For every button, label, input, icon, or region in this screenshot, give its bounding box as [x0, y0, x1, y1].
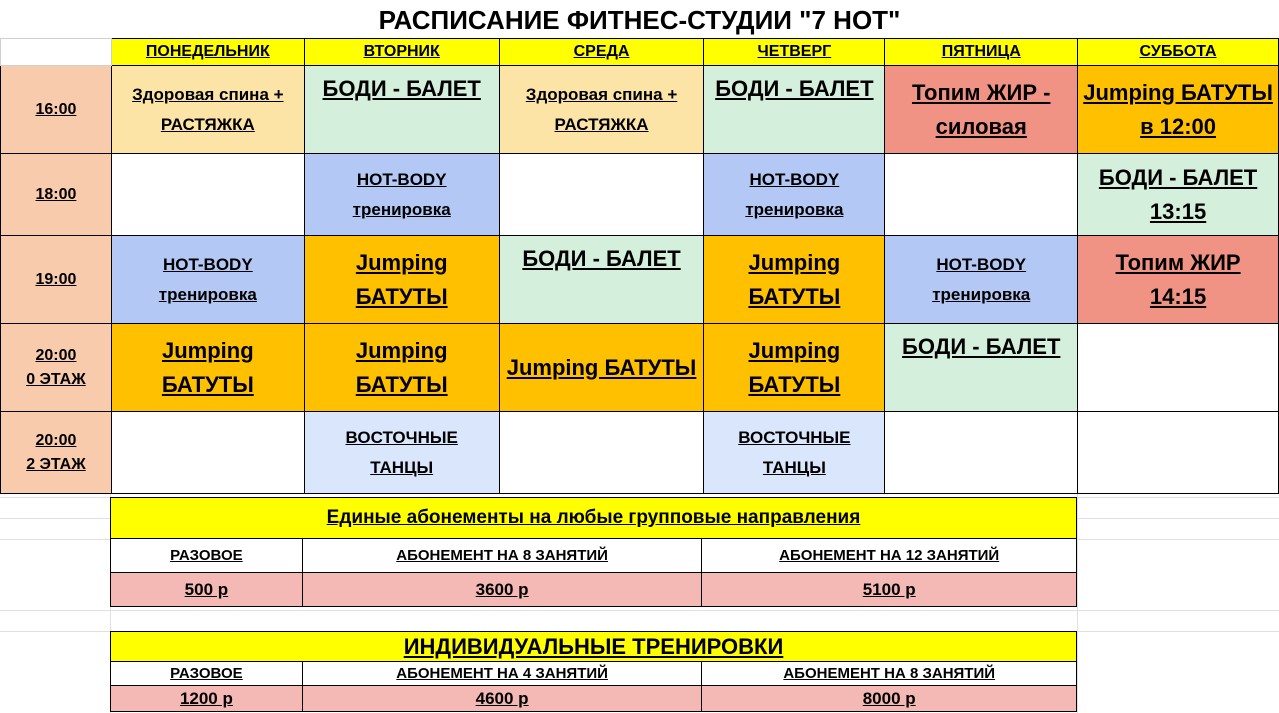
time-label: 19:00: [35, 270, 77, 288]
class-cell: [1078, 236, 1279, 324]
class-cell: [304, 66, 499, 154]
class-name-line: HOT-BODY: [936, 254, 1027, 274]
class-name-line: Топим ЖИР -: [911, 79, 1051, 105]
time-label: 16:00: [35, 100, 77, 118]
class-name-line: HOT-BODY: [356, 169, 447, 189]
price-value: 1200 р: [111, 686, 303, 712]
class-cell: [499, 66, 704, 154]
class-name-line: Jumping БАТУТЫ: [506, 354, 697, 380]
page-title: РАСПИСАНИЕ ФИТНЕС-СТУДИИ "7 HOT": [378, 5, 901, 35]
class-name-line: ВОСТОЧНЫЕ: [738, 427, 851, 447]
day-header: ПЯТНИЦА: [885, 39, 1078, 66]
time-slot-row: [1, 154, 1279, 236]
price-header: АБОНЕМЕНТ НА 8 ЗАНЯТИЙ: [302, 539, 702, 573]
class-name-line: РАСТЯЖКА: [160, 114, 255, 134]
class-name-line: Jumping: [355, 249, 448, 275]
time-cell: [1, 236, 112, 324]
class-cell: [885, 236, 1078, 324]
time-slot-row: [1, 236, 1279, 324]
class-name-line: 13:15: [1149, 198, 1207, 224]
class-cell: [111, 324, 304, 412]
price-value: 4600 р: [302, 686, 702, 712]
class-cell: [704, 236, 885, 324]
empty-cell: [1078, 412, 1279, 494]
class-name-line: БОДИ - БАЛЕТ: [1098, 164, 1258, 190]
day-header: ПОНЕДЕЛЬНИК: [111, 39, 304, 66]
class-name-line: силовая: [935, 113, 1027, 139]
day-header-row: [1, 39, 1279, 66]
class-cell: [704, 412, 885, 494]
class-name-line: БАТУТЫ: [355, 283, 448, 309]
day-header: СРЕДА: [499, 39, 704, 66]
class-name-line: ТАНЦЫ: [370, 457, 434, 477]
time-cell: [1, 154, 112, 236]
price-value: 8000 р: [702, 686, 1077, 712]
class-name-line: Здоровая спина +: [525, 84, 678, 104]
empty-cell: [1078, 324, 1279, 412]
time-label: 0 ЭТАЖ: [26, 370, 86, 388]
price-header: АБОНЕМЕНТ НА 12 ЗАНЯТИЙ: [702, 539, 1077, 573]
class-name-line: тренировка: [745, 199, 844, 219]
class-name-line: БАТУТЫ: [355, 371, 448, 397]
time-slot-row: [1, 324, 1279, 412]
individual-prices-table: [110, 631, 1077, 712]
empty-cell: [499, 412, 704, 494]
class-name-line: Jumping: [748, 249, 841, 275]
class-cell: [304, 324, 499, 412]
price-header: АБОНЕМЕНТ НА 8 ЗАНЯТИЙ: [702, 662, 1077, 686]
class-cell: [885, 66, 1078, 154]
time-cell: [1, 66, 112, 154]
class-name-line: БАТУТЫ: [161, 371, 254, 397]
class-cell: [885, 324, 1078, 412]
empty-cell: [885, 154, 1078, 236]
class-cell: [704, 324, 885, 412]
class-name-line: БАТУТЫ: [748, 371, 841, 397]
group-prices-table: [110, 497, 1077, 607]
class-name-line: Здоровая спина +: [132, 84, 284, 104]
time-label: 20:00: [35, 431, 77, 449]
class-name-line: Топим ЖИР: [1115, 249, 1241, 275]
time-label: 2 ЭТАЖ: [26, 455, 86, 473]
time-label: 18:00: [35, 185, 77, 203]
price-header: РАЗОВОЕ: [111, 539, 303, 573]
corner-cell: [1, 39, 112, 66]
day-header: ВТОРНИК: [304, 39, 499, 66]
class-cell: [304, 236, 499, 324]
class-name-line: тренировка: [932, 284, 1031, 304]
empty-cell: [885, 412, 1078, 494]
class-name-line: Jumping: [161, 337, 254, 363]
class-name-line: Jumping БАТУТЫ: [1083, 79, 1273, 105]
time-label: 20:00: [35, 346, 77, 364]
time-cell: [1, 324, 112, 412]
class-cell: [704, 66, 885, 154]
class-name-line: БОДИ - БАЛЕТ: [715, 76, 874, 101]
time-cell: [1, 412, 112, 494]
class-name-line: HOT-BODY: [749, 169, 840, 189]
class-name-line: БАТУТЫ: [748, 283, 841, 309]
class-cell: [111, 236, 304, 324]
class-name-line: РАСТЯЖКА: [554, 114, 649, 134]
class-cell: [304, 412, 499, 494]
class-cell: [1078, 66, 1279, 154]
price-header: АБОНЕМЕНТ НА 4 ЗАНЯТИЙ: [302, 662, 702, 686]
class-cell: [304, 154, 499, 236]
class-cell: [111, 66, 304, 154]
class-cell: [704, 154, 885, 236]
individual-prices-title: ИНДИВИДУАЛЬНЫЕ ТРЕНИРОВКИ: [111, 632, 1077, 662]
schedule-table: [0, 38, 1279, 494]
day-header: ЧЕТВЕРГ: [704, 39, 885, 66]
class-cell: [1078, 154, 1279, 236]
class-name-line: БОДИ - БАЛЕТ: [902, 334, 1061, 359]
price-value: 3600 р: [302, 573, 702, 607]
class-name-line: HOT-BODY: [162, 254, 253, 274]
empty-cell: [111, 154, 304, 236]
time-slot-row: [1, 66, 1279, 154]
class-name-line: в 12:00: [1140, 113, 1217, 139]
class-name-line: тренировка: [158, 284, 257, 304]
class-name-line: БОДИ - БАЛЕТ: [522, 246, 681, 271]
price-value: 5100 р: [702, 573, 1077, 607]
class-name-line: тренировка: [352, 199, 451, 219]
class-name-line: БОДИ - БАЛЕТ: [322, 76, 481, 101]
class-cell: [499, 236, 704, 324]
class-name-line: ТАНЦЫ: [762, 457, 826, 477]
day-header: СУББОТА: [1078, 39, 1279, 66]
empty-cell: [111, 412, 304, 494]
class-name-line: Jumping: [748, 337, 841, 363]
empty-cell: [499, 154, 704, 236]
price-header: РАЗОВОЕ: [111, 662, 303, 686]
class-cell: [499, 324, 704, 412]
class-name-line: 14:15: [1149, 283, 1207, 309]
price-value: 500 р: [111, 573, 303, 607]
class-name-line: ВОСТОЧНЫЕ: [345, 427, 458, 447]
group-prices-title: Единые абонементы на любые групповые направления: [111, 498, 1077, 539]
class-name-line: Jumping: [355, 337, 448, 363]
time-slot-row: [1, 412, 1279, 494]
